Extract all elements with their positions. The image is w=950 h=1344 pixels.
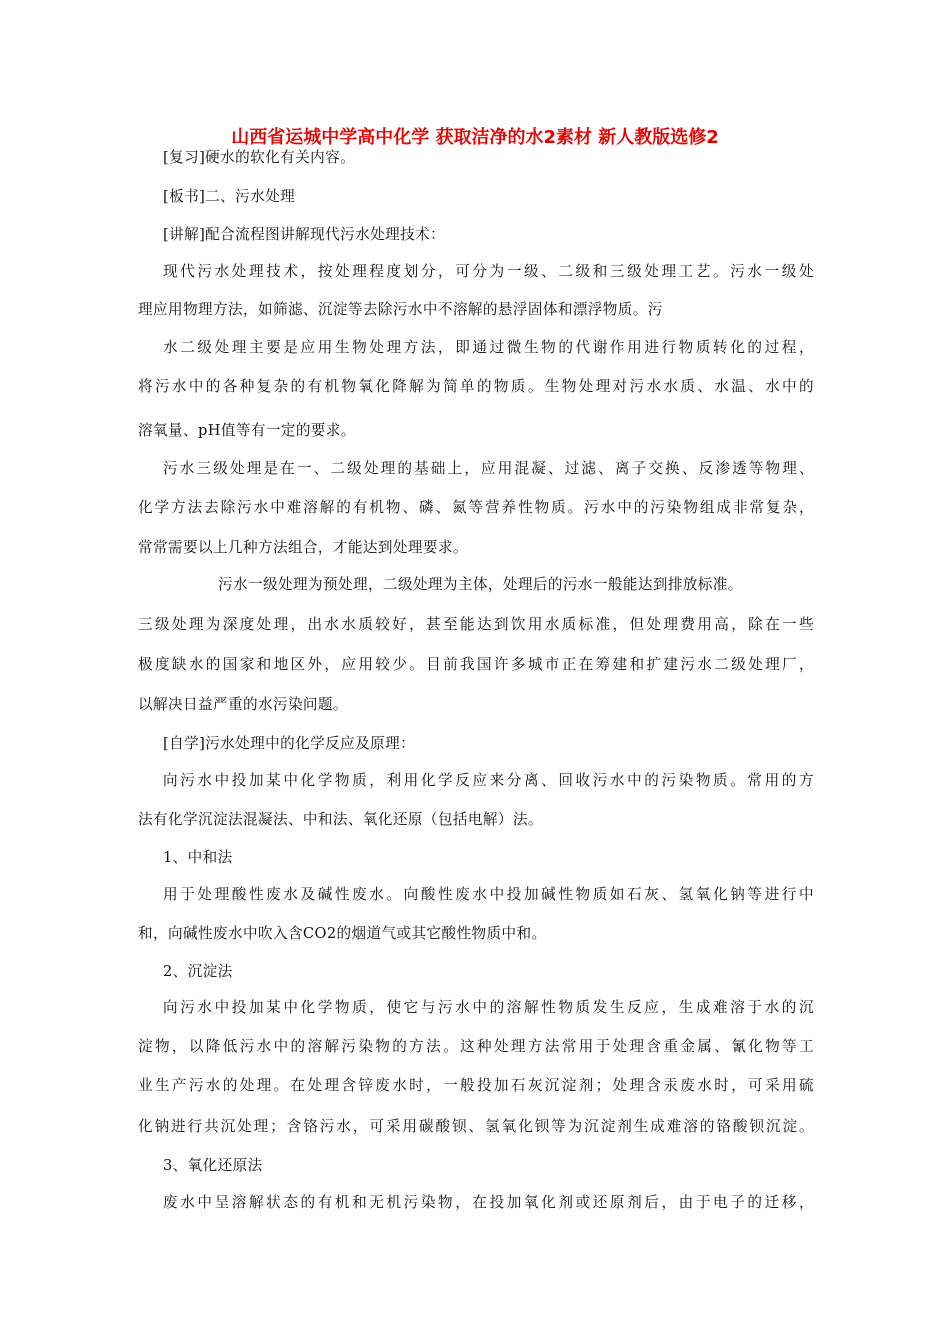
text-line: [板书]二、污水处理 (163, 188, 296, 205)
text-line: 常常需要以上几种方法组合，才能达到处理要求。 (138, 539, 468, 556)
document-title: 山西省运城中学高中化学 获取洁净的水2素材 新人教版选修2 (231, 127, 719, 148)
text-line: 淀物，以降低污水中的溶解污染物的方法。这种处理方法常用于处理含重金属、氰化物等工 (138, 1038, 814, 1055)
text-line: 以解决日益严重的水污染问题。 (138, 696, 348, 713)
section-heading: 3、氧化还原法 (163, 1157, 263, 1174)
text-line: 业生产污水的处理。在处理含锌废水时，一般投加石灰沉淀剂；处理含汞废水时，可采用硫 (138, 1077, 814, 1094)
text-line: 理应用物理方法，如筛滤、沉淀等去除污水中不溶解的悬浮固体和漂浮物质。污 (138, 301, 663, 318)
text-line: [自学]污水处理中的化学反应及原理： (163, 735, 416, 752)
text-line: 向污水中投加某中化学物质，利用化学反应来分离、回收污水中的污染物质。常用的方 (163, 772, 814, 789)
text-line: 将污水中的各种复杂的有机物氧化降解为简单的物质。生物处理对污水水质、水温、水中的 (138, 378, 814, 395)
text-line: [讲解]配合流程图讲解现代污水处理技术： (163, 226, 446, 243)
text-line: 三级处理为深度处理，出水水质较好，甚至能达到饮用水质标准，但处理费用高，除在一些 (138, 616, 814, 633)
text-line: 溶氧量、pH值等有一定的要求。 (138, 422, 356, 439)
text-line: 法有化学沉淀法混凝法、中和法、氧化还原（包括电解）法。 (138, 811, 543, 828)
text-line: 向污水中投加某中化学物质，使它与污水中的溶解性物质发生反应，生成难溶于水的沉 (163, 999, 814, 1016)
text-line: 现代污水处理技术，按处理程度划分，可分为一级、二级和三级处理工艺。污水一级处 (163, 263, 814, 280)
section-heading: 1、中和法 (163, 849, 233, 866)
text-line: 废水中呈溶解状态的有机和无机污染物，在投加氧化剂或还原剂后，由于电子的迁移， (163, 1194, 814, 1211)
text-line: 污水三级处理是在一、二级处理的基础上，应用混凝、过滤、离子交换、反渗透等物理、 (163, 460, 814, 477)
text-line: 极度缺水的国家和地区外，应用较少。目前我国许多城市正在筹建和扩建污水二级处理厂， (138, 656, 814, 673)
text-line: [复习]硬水的软化有关内容。 (163, 149, 356, 166)
text-line: 用于处理酸性废水及碱性废水。向酸性废水中投加碱性物质如石灰、氢氧化钠等进行中 (163, 886, 814, 903)
section-heading: 2、沉淀法 (163, 963, 233, 980)
text-line: 污水一级处理为预处理，二级处理为主体，处理后的污水一般能达到排放标准。 (218, 576, 743, 593)
text-line: 化学方法去除污水中难溶解的有机物、磷、氮等营养性物质。污水中的污染物组成非常复杂， (138, 499, 814, 516)
text-line: 水二级处理主要是应用生物处理方法，即通过微生物的代谢作用进行物质转化的过程， (163, 339, 814, 356)
text-line: 化钠进行共沉处理；含铬污水，可采用碳酸钡、氢氧化钡等为沉淀剂生成难溶的铬酸钡沉淀。 (138, 1118, 814, 1135)
text-line: 和，向碱性废水中吹入含CO2的烟道气或其它酸性物质中和。 (138, 925, 547, 942)
